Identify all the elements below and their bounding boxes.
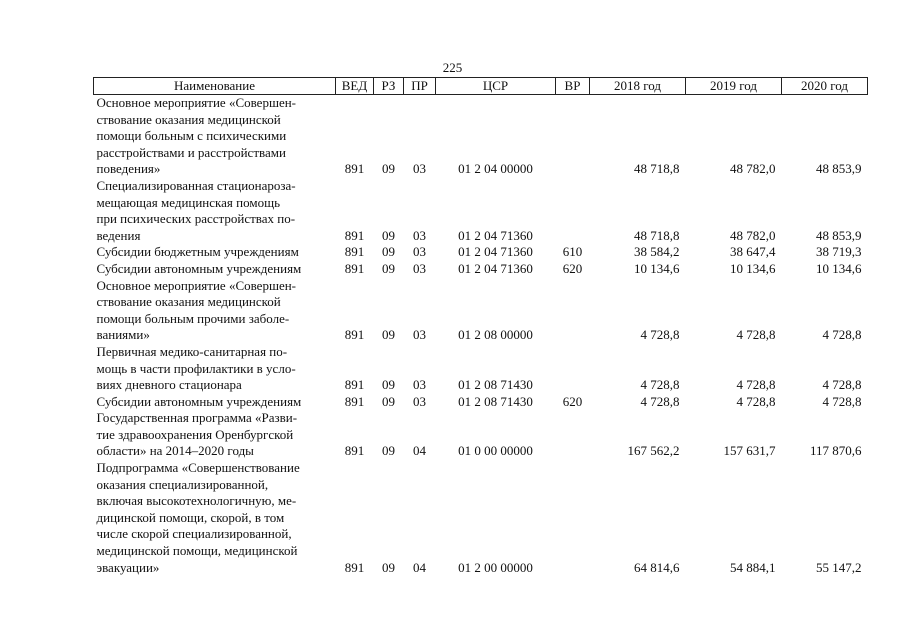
table-row <box>94 394 868 411</box>
row-name-cell <box>94 244 336 261</box>
amount-2019-cell: 4 728,8 <box>736 377 776 393</box>
amount-2018-cell: 10 134,6 <box>634 260 680 276</box>
pr-cell: 04 <box>413 559 426 575</box>
ved-cell: 891 <box>344 161 365 177</box>
row-name-line: ствование оказания медицинской <box>96 111 281 127</box>
pr-cell: 03 <box>413 244 426 260</box>
vr-cell: 620 <box>562 393 583 409</box>
csr-cell: 01 2 04 71360 <box>458 227 533 243</box>
ved-cell: 891 <box>344 559 365 575</box>
amount-2019-cell: 4 728,8 <box>736 393 776 409</box>
row-name-line: числе скорой специализированной, <box>96 526 292 542</box>
row-name-line: Субсидии автономным учреждениям <box>96 393 302 409</box>
ved-cell: 891 <box>344 377 365 393</box>
row-name-line: Основное мероприятие «Совершен- <box>96 277 297 293</box>
amount-2020-cell: 4 728,8 <box>822 327 862 343</box>
csr-cell: 01 2 04 71360 <box>458 244 533 260</box>
amount-2020-cell: 10 134,6 <box>816 260 862 276</box>
row-name-cell <box>94 344 336 394</box>
vr-cell <box>556 410 590 460</box>
column-header-2020: 2020 год <box>782 78 868 95</box>
rz-cell: 09 <box>382 393 395 409</box>
vr-cell <box>556 460 590 576</box>
amount-2018-cell: 4 728,8 <box>640 377 680 393</box>
column-header-ved: ВЕД <box>336 78 374 95</box>
column-header-name: Наименование <box>94 78 336 95</box>
table-row <box>94 244 868 261</box>
row-name-cell <box>94 410 336 460</box>
amount-2019-cell: 38 647,4 <box>730 244 776 260</box>
rz-cell: 09 <box>382 161 395 177</box>
row-name-line: Специализированная стационароза- <box>96 177 296 193</box>
row-name-line: ведения <box>96 227 141 243</box>
vr-cell <box>556 278 590 344</box>
pr-cell: 03 <box>413 227 426 243</box>
column-header-rz: РЗ <box>374 78 404 95</box>
amount-2019-cell: 4 728,8 <box>736 327 776 343</box>
row-name-line: мещающая медицинская помощь <box>96 194 281 210</box>
column-header-csr: ЦСР <box>436 78 556 95</box>
pr-cell: 03 <box>413 260 426 276</box>
pr-cell: 03 <box>413 393 426 409</box>
row-name-line: ствование оказания медицинской <box>96 294 281 310</box>
row-name-cell <box>94 95 336 178</box>
row-name-line: помощи больным прочими заболе- <box>96 310 290 326</box>
page-number: 225 <box>442 60 463 75</box>
column-header-pr: ПР <box>404 78 436 95</box>
amount-2018-cell: 4 728,8 <box>640 327 680 343</box>
csr-cell: 01 2 08 00000 <box>458 327 533 343</box>
ved-cell: 891 <box>344 244 365 260</box>
table-row <box>94 460 868 576</box>
ved-cell: 891 <box>344 227 365 243</box>
row-name-line: ваниями» <box>96 327 150 343</box>
rz-cell: 09 <box>382 227 395 243</box>
row-name-line: дицинской помощи, скорой, в том <box>96 509 285 525</box>
amount-2020-cell: 48 853,9 <box>816 161 862 177</box>
amount-2020-cell: 55 147,2 <box>816 559 862 575</box>
row-name-cell <box>94 278 336 344</box>
amount-2019-cell: 48 782,0 <box>730 227 776 243</box>
pr-cell: 03 <box>413 161 426 177</box>
table-row <box>94 95 868 178</box>
csr-cell: 01 0 00 00000 <box>458 443 533 459</box>
amount-2019-cell: 157 631,7 <box>723 443 776 459</box>
ved-cell: 891 <box>344 327 365 343</box>
rz-cell: 09 <box>382 244 395 260</box>
budget-table <box>93 77 868 576</box>
vr-cell <box>556 95 590 178</box>
row-name-line: эвакуации» <box>96 559 160 575</box>
row-name-cell <box>94 178 336 244</box>
table-row <box>94 261 868 278</box>
csr-cell: 01 2 08 71430 <box>458 377 533 393</box>
row-name-line: мощь в части профилактики в усло- <box>96 360 296 376</box>
row-name-line: помощи больным с психическими <box>96 128 287 144</box>
vr-cell <box>556 178 590 244</box>
vr-cell: 610 <box>562 244 583 260</box>
row-name-cell <box>94 460 336 576</box>
row-name-line: расстройствами и расстройствами <box>96 144 286 160</box>
vr-cell <box>556 344 590 394</box>
row-name-line: Государственная программа «Разви- <box>96 410 298 426</box>
ved-cell: 891 <box>344 393 365 409</box>
amount-2019-cell: 48 782,0 <box>730 161 776 177</box>
pr-cell: 03 <box>413 377 426 393</box>
amount-2018-cell: 4 728,8 <box>640 393 680 409</box>
pr-cell: 04 <box>413 443 426 459</box>
amount-2018-cell: 38 584,2 <box>634 244 680 260</box>
row-name-line: медицинской помощи, медицинской <box>96 543 298 559</box>
row-name-line: Подпрограмма «Совершенствование <box>96 460 300 476</box>
rz-cell: 09 <box>382 443 395 459</box>
ved-cell: 891 <box>344 443 365 459</box>
amount-2020-cell: 4 728,8 <box>822 393 862 409</box>
rz-cell: 09 <box>382 559 395 575</box>
rz-cell: 09 <box>382 260 395 276</box>
table-row <box>94 344 868 394</box>
pr-cell: 03 <box>413 327 426 343</box>
amount-2020-cell: 117 870,6 <box>809 443 862 459</box>
csr-cell: 01 2 04 71360 <box>458 260 533 276</box>
row-name-cell <box>94 394 336 411</box>
ved-cell: 891 <box>344 260 365 276</box>
csr-cell: 01 2 08 71430 <box>458 393 533 409</box>
row-name-line: виях дневного стационара <box>96 377 242 393</box>
row-name-line: Субсидии автономным учреждениям <box>96 260 302 276</box>
amount-2019-cell: 10 134,6 <box>730 260 776 276</box>
amount-2020-cell: 4 728,8 <box>822 377 862 393</box>
csr-cell: 01 2 00 00000 <box>458 559 533 575</box>
row-name-line: включая высокотехнологичную, ме- <box>96 493 297 509</box>
row-name-line: тие здравоохранения Оренбургской <box>96 426 294 442</box>
amount-2018-cell: 167 562,2 <box>627 443 680 459</box>
amount-2018-cell: 64 814,6 <box>634 559 680 575</box>
amount-2018-cell: 48 718,8 <box>634 161 680 177</box>
rz-cell: 09 <box>382 377 395 393</box>
row-name-line: Субсидии бюджетным учреждениям <box>96 244 299 260</box>
amount-2020-cell: 38 719,3 <box>816 244 862 260</box>
row-name-line: Первичная медико-санитарная по- <box>96 343 288 359</box>
column-header-2018: 2018 год <box>590 78 686 95</box>
row-name-line: Основное мероприятие «Совершен- <box>96 95 297 110</box>
row-name-line: при психических расстройствах по- <box>96 211 296 227</box>
column-header-2019: 2019 год <box>686 78 782 95</box>
row-name-cell <box>94 261 336 278</box>
row-name-line: поведения» <box>96 161 161 177</box>
csr-cell: 01 2 04 00000 <box>458 161 533 177</box>
table-row <box>94 278 868 344</box>
amount-2018-cell: 48 718,8 <box>634 227 680 243</box>
amount-2020-cell: 48 853,9 <box>816 227 862 243</box>
vr-cell: 620 <box>562 260 583 276</box>
amount-2019-cell: 54 884,1 <box>730 559 776 575</box>
row-name-line: области» на 2014–2020 годы <box>96 443 254 459</box>
column-header-vr: ВР <box>556 78 590 95</box>
rz-cell: 09 <box>382 327 395 343</box>
table-row <box>94 410 868 460</box>
table-row <box>94 178 868 244</box>
row-name-line: оказания специализированной, <box>96 476 269 492</box>
table-header-row <box>94 78 868 95</box>
